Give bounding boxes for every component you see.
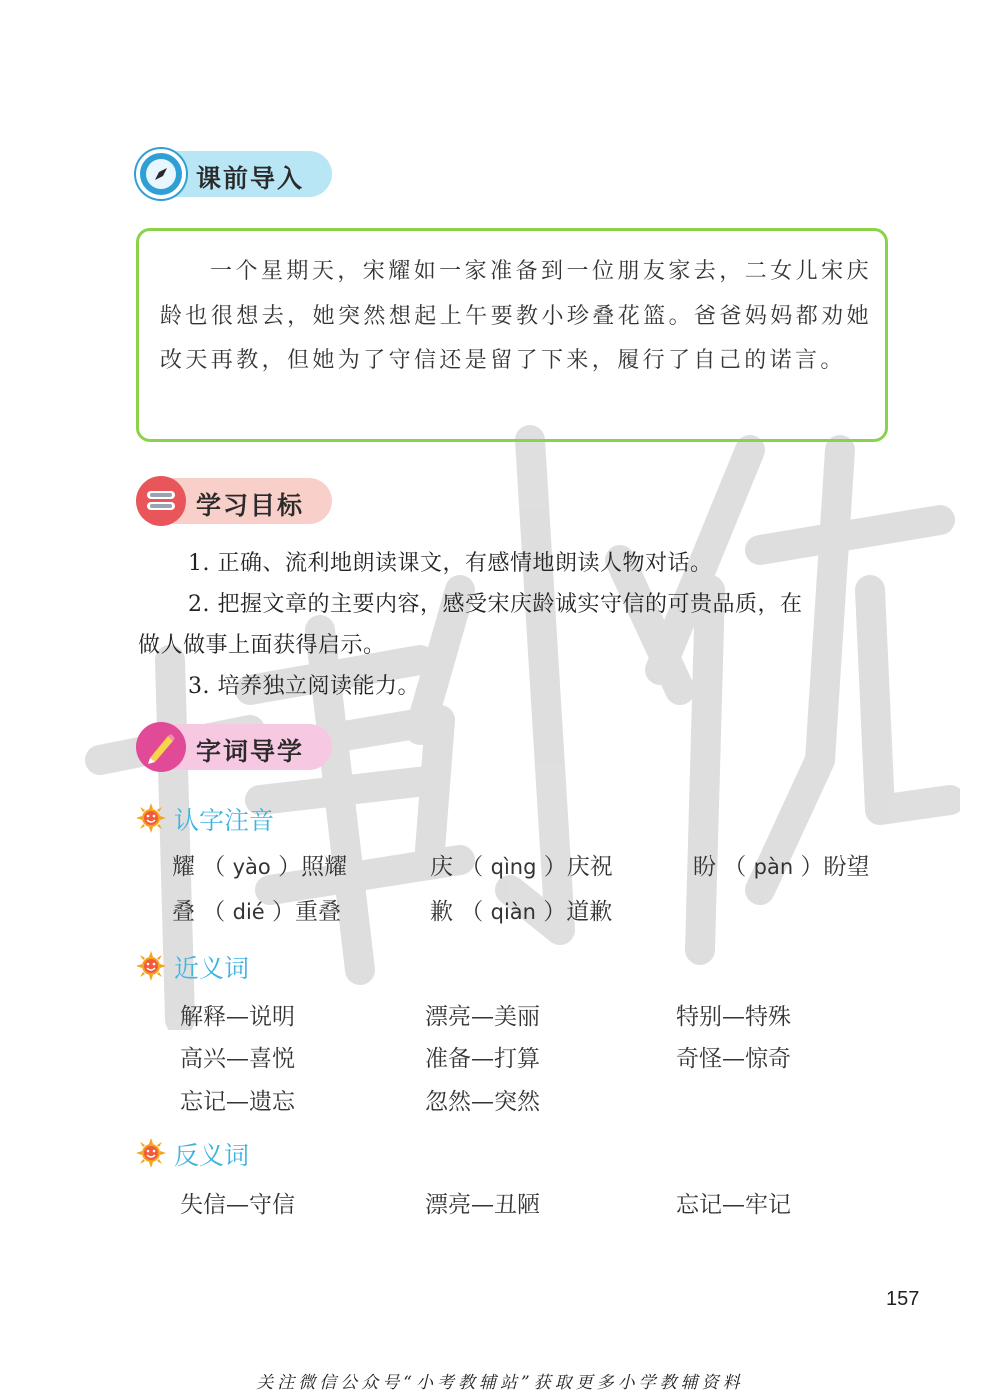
paren-open: （ [716,854,754,880]
pinyin-word: 庆祝 [566,854,613,880]
synonym-pair: 漂亮—美丽 [425,1004,540,1030]
synonym-pair: 忘记—遗忘 [180,1089,295,1115]
pinyin-word: 盼望 [823,854,870,880]
paren-open: （ [195,854,233,880]
pinyin-item [430,848,613,881]
section-title-words: 字词导学 [196,737,305,766]
paren-close: ） [535,899,567,925]
antonym-pair: 失信—守信 [180,1192,295,1218]
goal-2-line-2: 做人做事上面获得启示。 [138,633,386,658]
pinyin-reading: qìng [490,855,537,879]
paren-close: ） [264,899,296,925]
synonym-pair: 准备—打算 [425,1046,540,1072]
compass-icon [136,149,186,199]
paren-open: （ [453,854,491,880]
pinyin-char: 歉 [430,899,453,925]
pinyin-word: 重叠 [295,899,342,925]
synonym-pair: 特别—特殊 [676,1004,791,1030]
pinyin-item [693,848,869,881]
pinyin-reading: yào [232,855,271,879]
goal-1: 1. 正确、流利地朗读课文，有感情地朗读人物对话。 [188,551,713,576]
pinyin-reading: dié [232,900,265,924]
section-header-words [136,724,332,770]
pinyin-char: 耀 [172,854,195,880]
pinyin-word: 道歉 [566,899,613,925]
pinyin-char: 叠 [172,899,195,925]
paren-close: ） [536,854,567,880]
sun-icon [136,951,166,981]
pinyin-reading: qiàn [490,900,536,924]
pinyin-char: 庆 [430,854,453,880]
page-number: 157 [886,1288,920,1310]
goal-2-line-1: 2. 把握文章的主要内容，感受宋庆龄诚实守信的可贵品质，在 [188,592,803,617]
goal-3: 3. 培养独立阅读能力。 [188,674,420,699]
paren-close: ） [793,854,824,880]
synonym-pair: 解释—说明 [180,1004,295,1030]
sun-icon [136,803,166,833]
paren-close: ） [270,854,302,880]
subhead-antonyms-title: 反义词 [174,1141,250,1170]
pencil-icon [136,722,186,772]
pinyin-item [172,893,341,926]
section-header-intro [136,151,332,197]
antonym-pair: 漂亮—丑陋 [425,1192,540,1218]
section-header-goals [136,478,332,524]
subhead-synonyms-title: 近义词 [174,954,250,983]
book-icon [136,476,186,526]
section-title-intro: 课前导入 [196,164,305,193]
footer-note: 关注微信公众号“小考教辅站”获取更多小学教辅资料 [256,1373,744,1393]
intro-paragraph: 一个星期天，宋耀如一家准备到一位朋友家去，二女儿宋庆龄也很想去，她突然想起上午要教小珍叠花篮。爸爸妈妈都劝她改天再教，但她为了守信还是留了下来，履行了自己的诺言。 [160,259,872,373]
sun-icon [136,1138,166,1168]
synonym-pair: 忽然—突然 [425,1089,540,1115]
subhead-pinyin-title: 认字注音 [174,806,275,835]
pinyin-char: 盼 [693,854,716,880]
pinyin-word: 照耀 [301,854,348,880]
section-title-goals: 学习目标 [196,491,305,520]
paren-open: （ [453,899,491,925]
pinyin-item [430,893,612,926]
pinyin-reading: pàn [753,855,794,879]
antonym-pair: 忘记—牢记 [676,1192,791,1218]
paren-open: （ [195,899,233,925]
synonym-pair: 奇怪—惊奇 [676,1046,791,1072]
pinyin-item [172,848,347,881]
synonym-pair: 高兴—喜悦 [180,1046,295,1072]
